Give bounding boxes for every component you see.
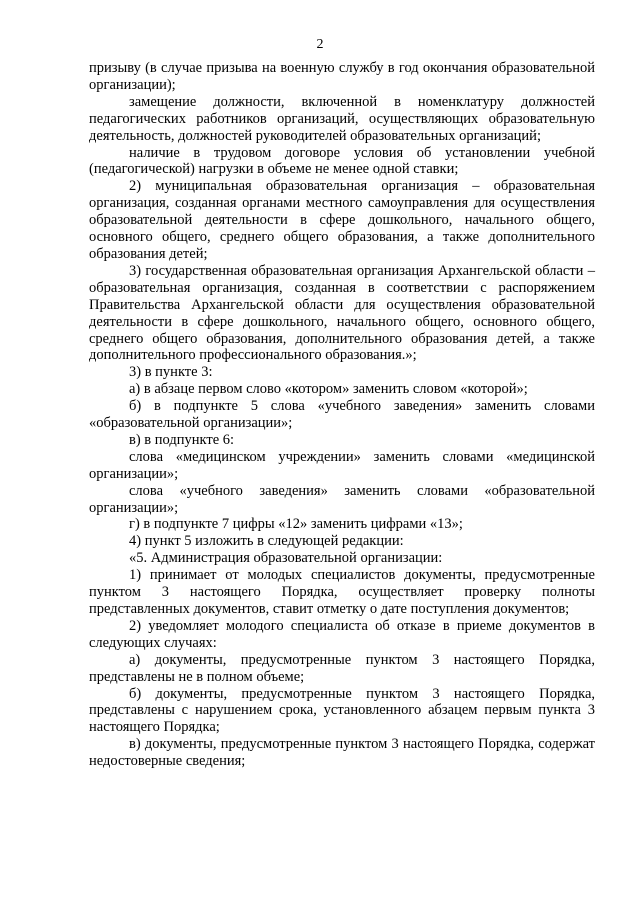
paragraph-position-condition: замещение должности, включенной в номенклатуру должностей педагогических работников организаций, осуществляющих образовательную деятельность, должностей руководителей образовательных организаций; [89,93,595,144]
paragraph-section-5-heading: «5. Администрация образовательной организации: [129,550,443,567]
paragraph-workload-condition: наличие в трудовом договоре условия об установлении учебной (педагогической) нагрузки в объеме не менее одной ставки; [89,144,595,178]
paragraph-item-3a: а) в абзаце первом слово «котором» заменить словом «которой»; [129,381,528,398]
paragraph-refusal-a: а) документы, предусмотренные пунктом 3 настоящего Порядка, представлены не в полном объеме; [89,651,595,685]
paragraph-item-4: 4) пункт 5 изложить в следующей редакции: [129,533,404,550]
page-number: 2 [316,37,324,52]
paragraph-medical-replace: слова «медицинском учреждении» заменить словами «медицинской организации»; [89,448,595,482]
document-body [89,60,595,770]
paragraph-refusal-v: в) документы, предусмотренные пунктом 3 настоящего Порядка, содержат недостоверные сведения; [89,736,595,770]
paragraph-section-5-2: 2) уведомляет молодого специалиста об отказе в приеме документов в следующих случаях: [89,617,595,651]
paragraph-item-3: 3) в пункте 3: [129,364,213,381]
paragraph-continuation: призыву (в случае призыва на военную службу в год окончания образовательной организации); [89,60,595,93]
paragraph-item-3v: в) в подпункте 6: [129,431,235,448]
paragraph-refusal-b: б) документы, предусмотренные пунктом 3 настоящего Порядка, представлены с нарушением срока, установленного абзацем первым пункта 3 настоящего Порядка; [89,685,595,736]
paragraph-item-3g: г) в подпункте 7 цифры «12» заменить цифрами «13»; [129,516,463,533]
paragraph-municipal-definition: 2) муниципальная образовательная организация – образовательная организация, созданная органами местного самоуправления для осуществления образовательной деятельности в сфере дошкольного, начального общего, основного общего, среднего общего образования, а также дополнительного образования детей; [89,178,595,262]
paragraph-section-5-1: 1) принимает от молодых специалистов документы, предусмотренные пунктом 3 настоящего Порядка, осуществляет проверку полноты представленных документов, ставит отметку о дате поступления документов; [89,567,595,617]
paragraph-state-definition: 3) государственная образовательная организация Архангельской области – образовательная организация, созданная в соответствии с распоряжением Правительства Архангельской области для осуществления образовательной деятельности в сфере дошкольного, начального общего, основного общего, среднего общего образования, дополнительного образования детей, а также дополнительного профессионального образования.»; [89,262,595,364]
paragraph-school-replace: слова «учебного заведения» заменить словами «образовательной организации»; [89,482,595,516]
paragraph-item-3b: б) в подпункте 5 слова «учебного заведения» заменить словами «образовательной организации»; [89,398,595,432]
